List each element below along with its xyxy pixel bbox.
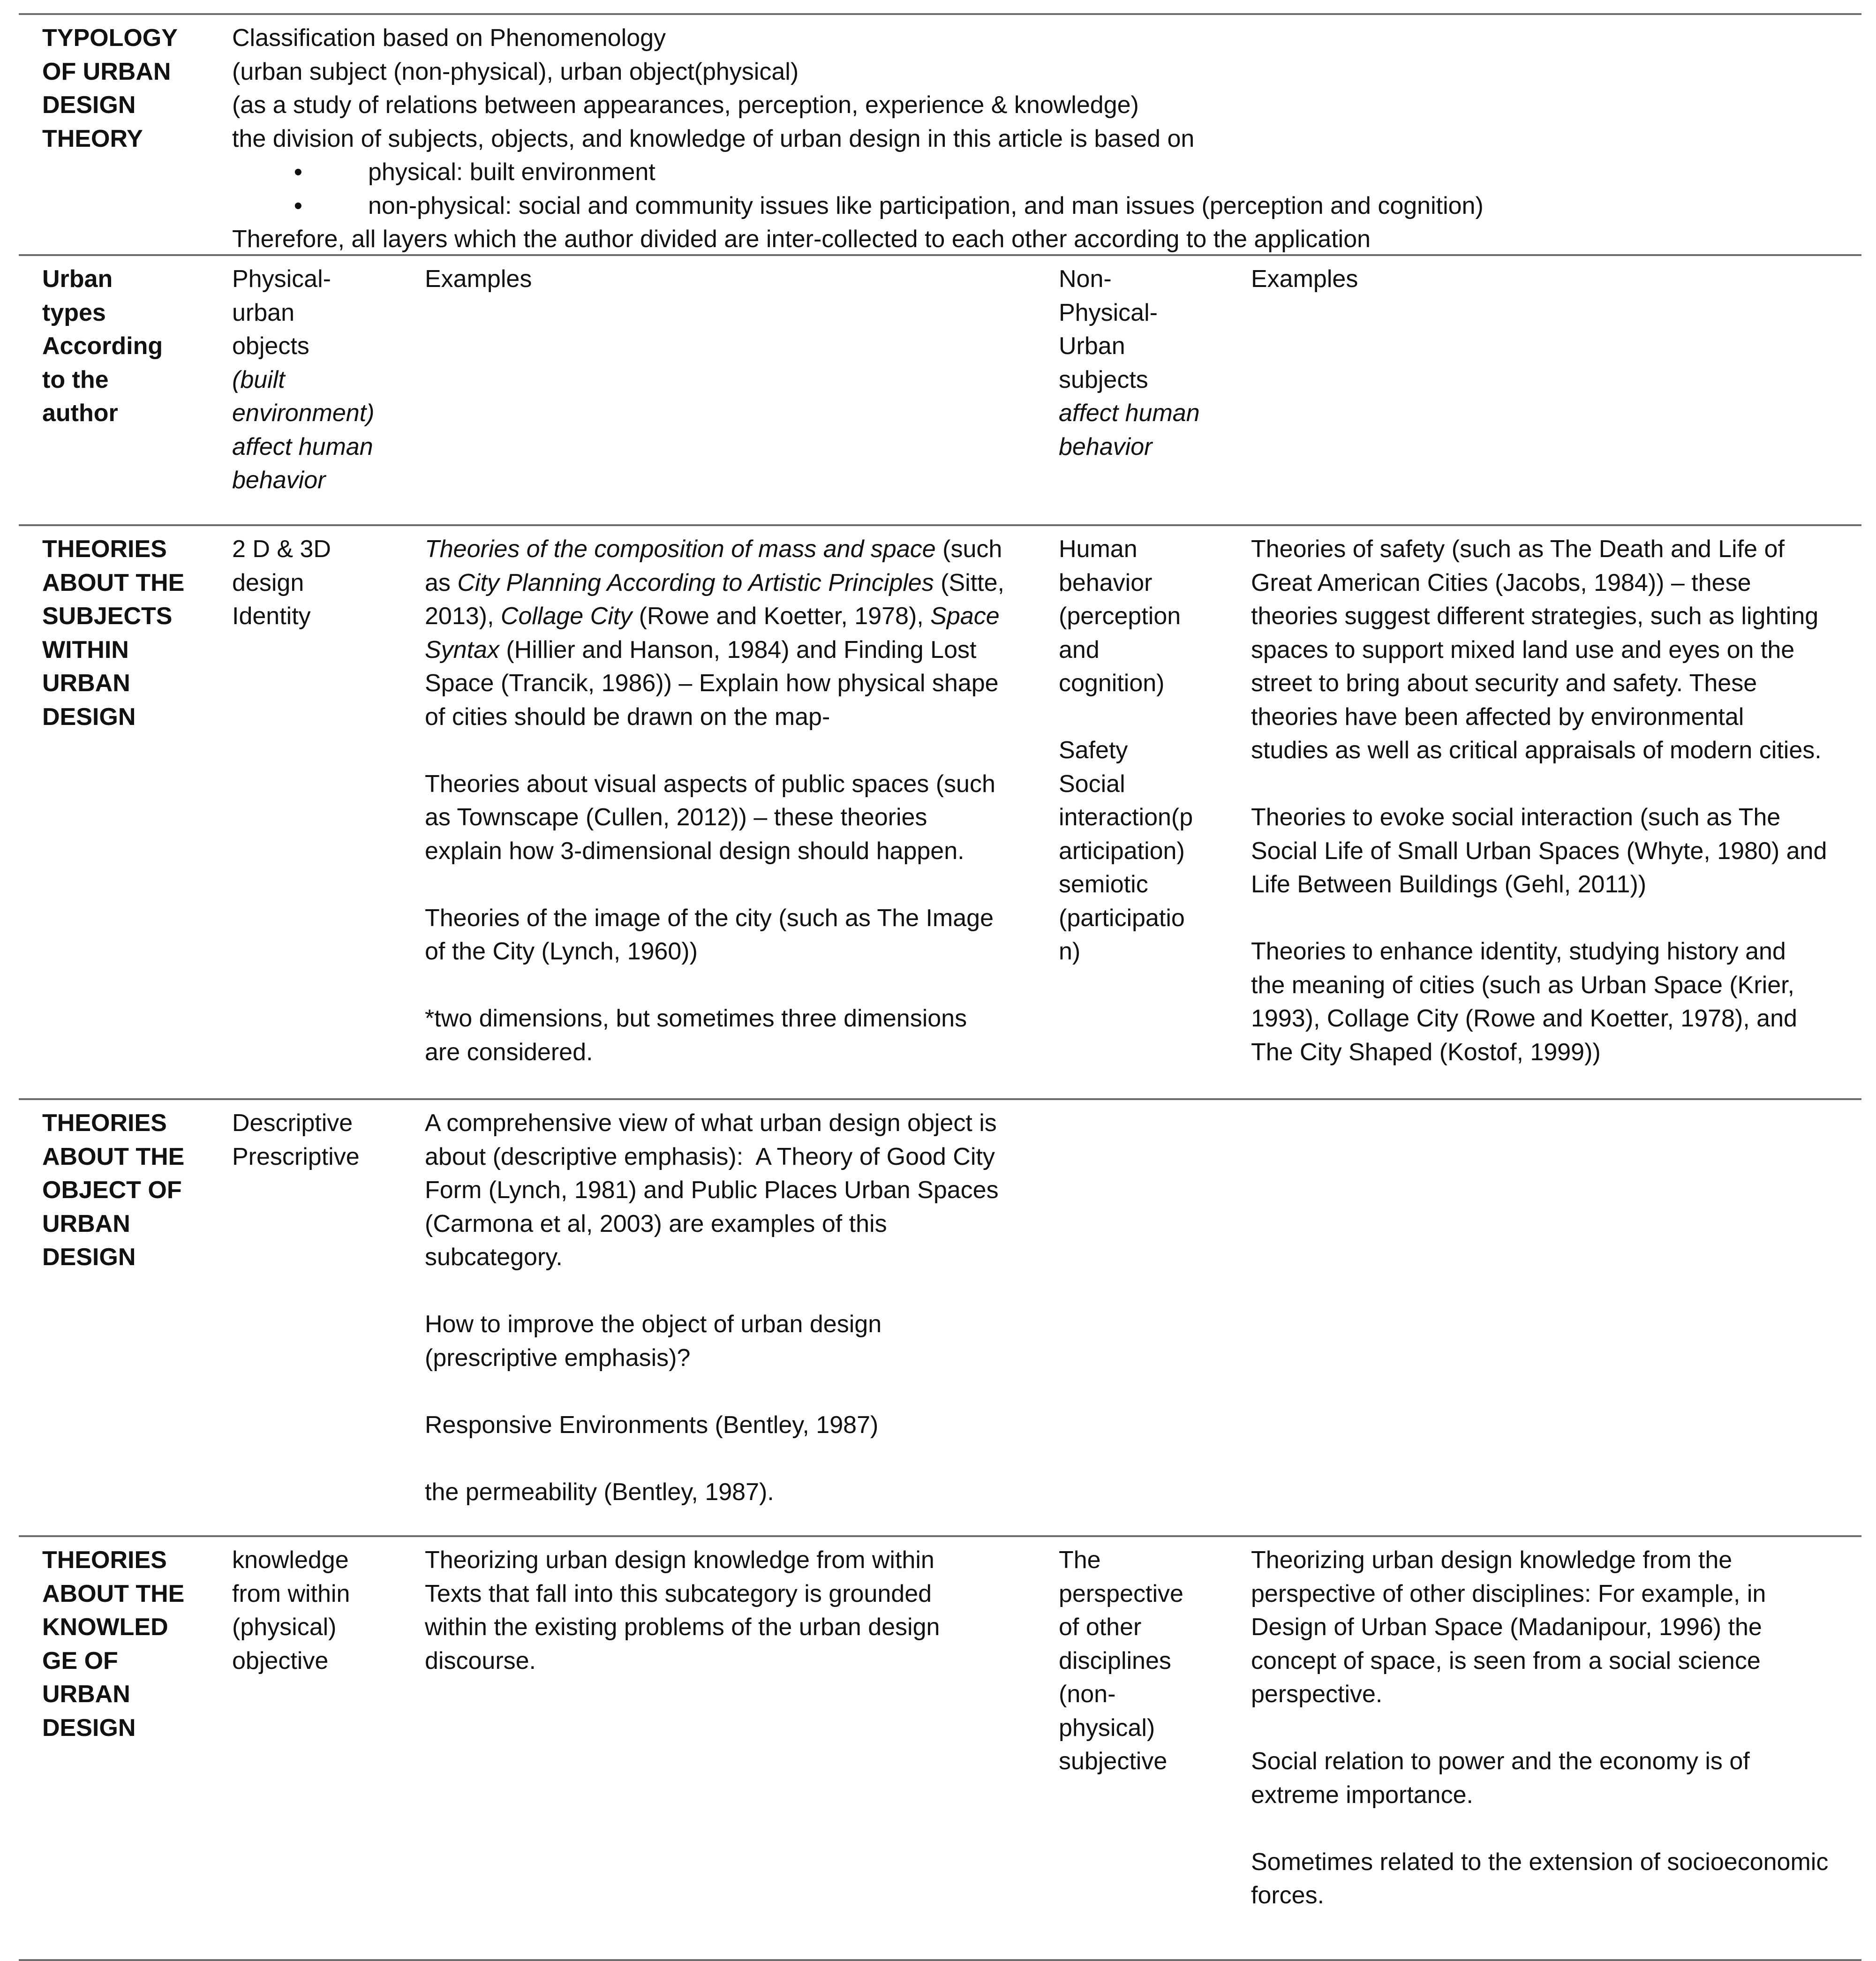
example-paragraph: Theorizing urban design knowledge from the perspective of other disciplines: For example, in Design of Urban Space (Madanipour, 1996) the concept of space, is seen from a social science perspective. — [1251, 1546, 1766, 1708]
example-paragraph: Sometimes related to the extension of socioeconomic forces. — [1251, 1848, 1829, 1909]
urban-types-row — [19, 254, 1861, 524]
subjects-nonphysical-examples — [1251, 533, 1856, 1069]
example-paragraph: A comprehensive view of what urban design object is about (descriptive emphasis): A Theory of Good City Form (Lynch, 1981) and Public Places Urban Spaces (Carmona et al, 2003) are examples of this subcategory. — [425, 1109, 999, 1271]
urban-design-typology-table — [19, 13, 1861, 1961]
example-paragraph: the permeability (Bentley, 1987). — [425, 1478, 774, 1506]
knowledge-nonphysical: The perspective of other disciplines (non- physical) subjective — [1059, 1546, 1183, 1775]
knowledge-examples — [425, 1544, 1039, 1678]
knowledge-type: knowledge from within (physical) objective — [232, 1546, 350, 1674]
example-paragraph: Theories of safety (such as The Death and Life of Great American Cities (Jacobs, 1984)) – these theories suggest different strategies, such as lighting spaces to support mixed land use and eyes on the street to bring about security and safety. These theories have been affected by environmental studies as well as critical appraisals of modern cities. — [1251, 536, 1822, 764]
example-paragraph: Theories of the image of the city (such as The Image of the City (Lynch, 1960)) — [425, 904, 994, 965]
object-examples — [425, 1107, 1039, 1509]
urban-types-label: Urban types According to the author — [42, 265, 163, 427]
example-paragraph: Theories about visual aspects of public spaces (such as Townscape (Cullen, 2012)) – these theories explain how 3-dimensional design should happen. — [425, 770, 995, 865]
example-note: *two dimensions, but sometimes three dimensions are considered. — [425, 1005, 967, 1066]
typology-label: TYPOLOGY OF URBAN DESIGN THEORY — [42, 24, 178, 152]
object-row — [19, 1098, 1861, 1535]
physical-objects-header: Physical- urban objects (built environment) affect human behavior — [232, 265, 375, 494]
example-paragraph: Theories to evoke social interaction (such as The Social Life of Small Urban Spaces (Whyte, 1980) and Life Between Buildings (Gehl, 2011)) — [1251, 804, 1827, 898]
subjects-type: 2 D & 3D design Identity — [232, 536, 331, 630]
object-label: THEORIES ABOUT THE OBJECT OF URBAN DESIGN — [42, 1109, 185, 1271]
knowledge-label: THEORIES ABOUT THE KNOWLED GE OF URBAN DESIGN — [42, 1546, 185, 1742]
example-paragraph: Social relation to power and the economy is of extreme importance. — [1251, 1748, 1750, 1809]
examples-header-2: Examples — [1251, 265, 1358, 293]
bullet-item: • non-physical: social and community issues like participation, and man issues (perception and cognition) — [232, 189, 1850, 223]
examples-header: Examples — [425, 265, 532, 293]
bullet-item: • physical: built environment — [232, 156, 1850, 189]
example-paragraph: Theorizing urban design knowledge from within Texts that fall into this subcategory is grounded within the existing problems of the urban design discourse. — [425, 1546, 940, 1674]
bullet-icon: • — [294, 158, 302, 186]
subjects-nonphysical: Human behavior (perception and cognition) Safety Social interaction(p articipation) semiotic (participatio n) — [1059, 536, 1193, 965]
knowledge-nonphysical-examples — [1251, 1544, 1856, 1913]
example-paragraph: How to improve the object of urban design (prescriptive emphasis)? — [425, 1311, 882, 1372]
example-paragraph: Responsive Environments (Bentley, 1987) — [425, 1411, 879, 1439]
nonphysical-subjects-header: Non- Physical- Urban subjects affect human behavior — [1059, 265, 1200, 460]
example-paragraph: Theories of the composition of mass and space (such as City Planning According to Artistic Principles (Sitte, 2013), Collage City (Rowe and Koetter, 1978), Space Syntax (Hillier and Hanson, 1984) and Finding Lost Space (Trancik, 1986)) – Explain how physical shape of cities should be drawn on the map- — [425, 536, 1004, 731]
subjects-examples — [425, 533, 1039, 1069]
object-type: Descriptive Prescriptive — [232, 1109, 360, 1170]
subjects-row — [19, 524, 1861, 1098]
bullet-icon: • — [294, 192, 302, 219]
knowledge-row — [19, 1535, 1861, 1961]
example-paragraph: Theories to enhance identity, studying history and the meaning of cities (such as Urban Space (Krier, 1993), Collage City (Rowe and Koetter, 1978), and The City Shaped (Kostof, 1999)) — [1251, 938, 1797, 1066]
subjects-label: THEORIES ABOUT THE SUBJECTS WITHIN URBAN DESIGN — [42, 536, 185, 731]
typology-description: Classification based on Phenomenology (urban subject (non-physical), urban object(physical) (as a study of relations between appearances, perception, experience & knowledge) the division of subjects, objects, and knowledge of urban design in this article is based on • physical: built environment • non-physical: social and community issues like participation, and man issues (perception and cognition) Therefore, all layers which the author divided are inter-collected to each other according to the application — [232, 22, 1850, 256]
typology-row — [19, 13, 1861, 254]
